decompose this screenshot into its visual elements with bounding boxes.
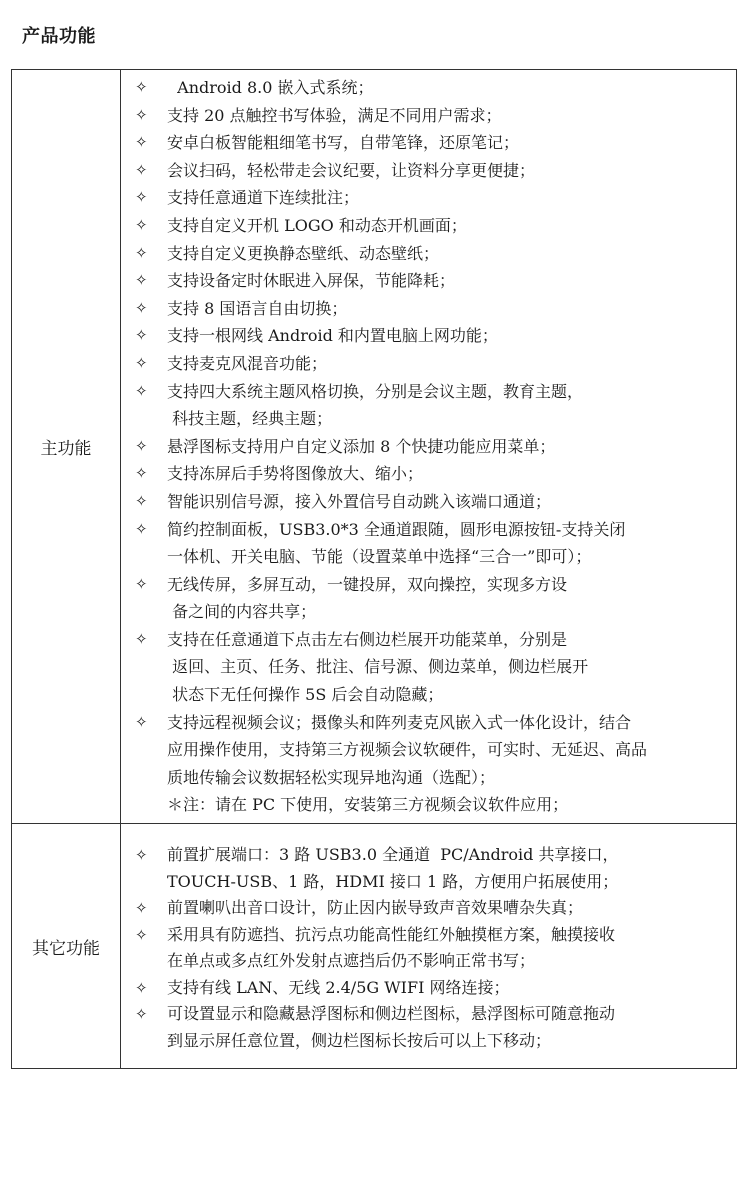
- list-item-text: 支持四大系统主题风格切换，分别是会议主题，教育主题， 科技主题，经典主题；: [167, 381, 584, 429]
- list-item-text: 支持自定义开机 LOGO 和动态开机画面；: [167, 215, 467, 235]
- list-item-text: 简约控制面板，USB3.0*3 全通道跟随，圆形电源按钮-支持关闭 一体机、开关电脑、节能（设置菜单中选择“三合一”即可）；: [167, 519, 626, 567]
- diamond-bullet-icon: ✧: [135, 353, 148, 372]
- list-item-text: 支持任意通道下连续批注；: [167, 188, 360, 208]
- list-item: [135, 626, 736, 709]
- table-row: [12, 70, 737, 824]
- list-item-text: 支持设备定时休眠进入屏保，节能降耗；: [167, 271, 456, 291]
- diamond-bullet-icon: ✧: [135, 978, 148, 997]
- list-item-text: 会议扫码，轻松带走会议纪要，让资料分享更便捷；: [167, 160, 536, 180]
- diamond-bullet-icon: ✧: [135, 629, 148, 648]
- list-item: [135, 129, 736, 157]
- diamond-bullet-icon: ✧: [135, 899, 148, 918]
- diamond-bullet-icon: ✧: [135, 925, 148, 944]
- diamond-bullet-icon: ✧: [135, 491, 148, 510]
- diamond-bullet-icon: ✧: [135, 271, 148, 290]
- list-item: [135, 1001, 736, 1054]
- list-item-text: 采用具有防遮挡、抗污点功能高性能红外触摸框方案，触摸接收 在单点或多点红外发射点遮挡后仍不影响正常书写；: [167, 924, 616, 971]
- diamond-bullet-icon: ✧: [135, 381, 148, 400]
- list-item: [135, 895, 736, 922]
- diamond-bullet-icon: ✧: [135, 298, 148, 317]
- list-item: [135, 212, 736, 240]
- list-item: [135, 842, 736, 895]
- diamond-bullet-icon: ✧: [135, 712, 148, 731]
- list-item: [135, 322, 736, 350]
- list-item: [135, 378, 736, 433]
- list-item: [135, 240, 736, 268]
- list-item-text: 悬浮图标支持用户自定义添加 8 个快捷功能应用菜单；: [167, 436, 556, 456]
- list-item: [135, 157, 736, 185]
- feature-list: [135, 842, 736, 1054]
- list-item: [135, 350, 736, 378]
- list-item-text: 支持自定义更换静态壁纸、动态壁纸；: [167, 243, 440, 263]
- list-item-text: 前置扩展端口：3 路 USB3.0 全通道 PC/Android 共享接口， TOUCH-USB、1 路，HDMI 接口 1 路，方便用户拓展使用；: [167, 845, 619, 891]
- table-row: [12, 824, 737, 1069]
- list-item: [135, 516, 736, 571]
- list-item-text: 前置喇叭出音口设计，防止因内嵌导致声音效果嘈杂失真；: [167, 898, 584, 918]
- list-item-text: Android 8.0 嵌入式系统；: [167, 78, 374, 97]
- diamond-bullet-icon: ✧: [135, 160, 148, 179]
- feature-list: [135, 74, 736, 791]
- note-text: ＊注：请在 PC 下使用，安装第三方视频会议软件应用；: [167, 795, 569, 815]
- diamond-bullet-icon: ✧: [135, 326, 148, 345]
- list-item: [135, 433, 736, 461]
- list-item-text: 支持 20 点触控书写体验，满足不同用户需求；: [167, 105, 502, 125]
- list-item: [135, 295, 736, 323]
- list-item-text: 支持一根网线 Android 和内置电脑上网功能；: [167, 326, 498, 346]
- diamond-bullet-icon: ✧: [135, 133, 148, 152]
- list-item-text: 安卓白板智能粗细笔书写，自带笔锋，还原笔记；: [167, 133, 520, 153]
- list-item: [135, 571, 736, 626]
- list-item-text: 支持冻屏后手势将图像放大、缩小；: [167, 464, 424, 484]
- list-item-text: 支持有线 LAN、无线 2.4/5G WIFI 网络连接；: [167, 977, 510, 997]
- diamond-bullet-icon: ✧: [135, 436, 148, 455]
- category-cell: 主功能: [12, 70, 121, 824]
- diamond-bullet-icon: ✧: [135, 188, 148, 207]
- list-item: [135, 267, 736, 295]
- page-title: 产品功能: [22, 26, 96, 47]
- items-cell: [121, 70, 737, 824]
- diamond-bullet-icon: ✧: [135, 1005, 148, 1024]
- list-item: [135, 488, 736, 516]
- list-item: [135, 922, 736, 975]
- diamond-bullet-icon: ✧: [135, 105, 148, 124]
- diamond-bullet-icon: ✧: [135, 78, 148, 96]
- list-item: [135, 74, 736, 102]
- list-item: [135, 709, 736, 792]
- list-item-text: 可设置显示和隐藏悬浮图标和侧边栏图标，悬浮图标可随意拖动 到显示屏任意位置，侧边栏图标长按后可以上下移动；: [167, 1004, 616, 1050]
- list-item-text: 支持在任意通道下点击左右侧边栏展开功能菜单，分别是 返回、主页、任务、批注、信号源、侧边菜单，侧边栏展开 状态下无任何操作 5S 后会自动隐藏；: [167, 629, 589, 705]
- diamond-bullet-icon: ✧: [135, 519, 148, 538]
- list-item-text: 支持远程视频会议；摄像头和阵列麦克风嵌入式一体化设计，结合 应用操作使用，支持第三方视频会议软硬件，可实时、无延迟、高品 质地传输会议数据轻松实现异地沟通（选配）；: [167, 712, 648, 787]
- list-item: [135, 102, 736, 130]
- list-item-text: 支持 8 国语言自由切换；: [167, 298, 348, 318]
- diamond-bullet-icon: ✧: [135, 846, 148, 865]
- list-item: [135, 184, 736, 212]
- diamond-bullet-icon: ✧: [135, 464, 148, 483]
- feature-table: [11, 69, 737, 1069]
- list-item-text: 无线传屏，多屏互动，一键投屏，双向操控，实现多方设 备之间的内容共享；: [167, 574, 568, 622]
- diamond-bullet-icon: ✧: [135, 243, 148, 262]
- items-cell: [121, 824, 737, 1069]
- list-item-text: 智能识别信号源，接入外置信号自动跳入该端口通道；: [167, 491, 552, 511]
- diamond-bullet-icon: ✧: [135, 574, 148, 593]
- diamond-bullet-icon: ✧: [135, 215, 148, 234]
- list-item: [135, 975, 736, 1002]
- category-cell: 其它功能: [12, 824, 121, 1069]
- list-item-text: 支持麦克风混音功能；: [167, 353, 328, 373]
- list-item: [135, 460, 736, 488]
